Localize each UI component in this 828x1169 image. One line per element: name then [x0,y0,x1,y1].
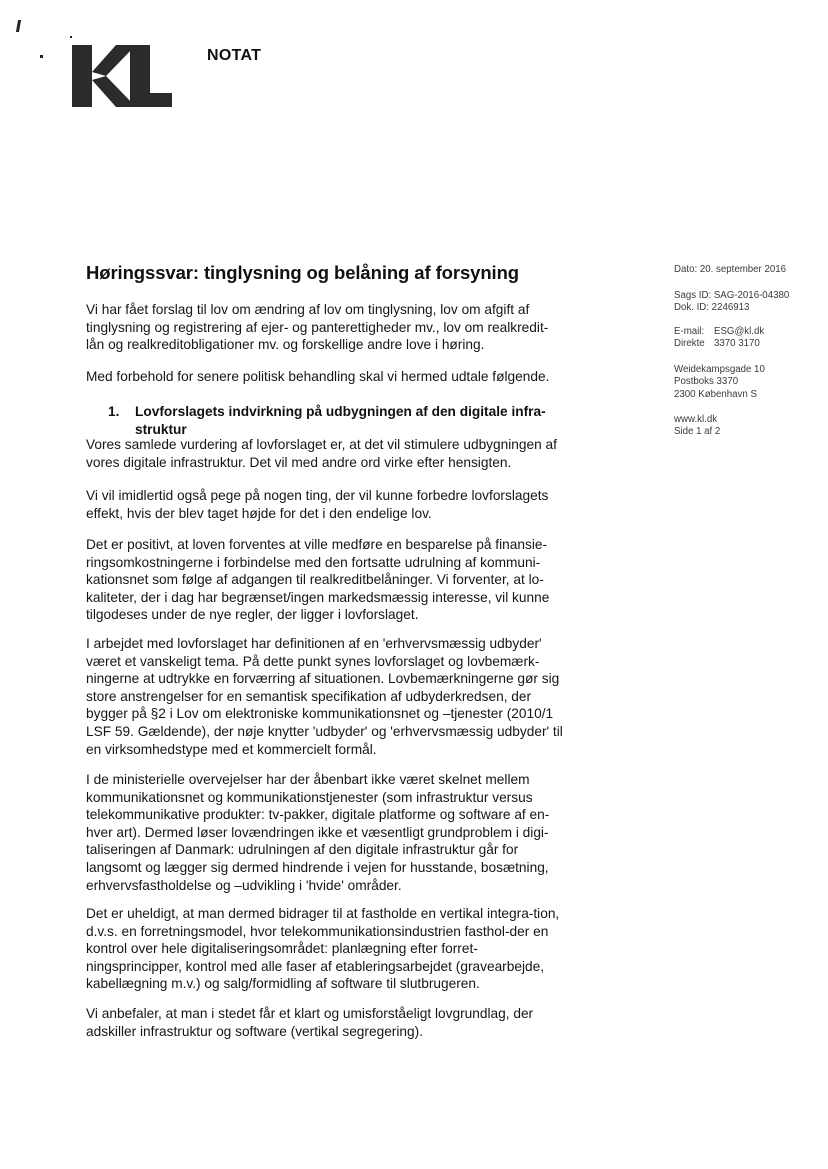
paragraph-6 [86,635,564,758]
email-value: ESG@kl.dk [714,326,765,337]
paragraph-4 [86,487,564,522]
paragraph-text: Vi har fået forslag til lov om ændring af lov om tinglysning, lov om afgift af tinglysning og registrering af ejer- og panterettigheder mv., lov om realkredit-lån og realkreditobligationer mv. og forskellige andre love i høring. [86,302,549,353]
page-number: Side 1 af 2 [674,426,721,438]
paragraph-text: Vi vil imidlertid også pege på nogen ting, der vil kunne forbedre lovforslagets effekt, hvis der blev taget højde for det i den endelige lov. [86,488,549,521]
paragraph-7 [86,771,564,894]
direkte-row [674,338,804,350]
sidebar-contact [674,326,804,351]
section-title: Lovforslagets indvirkning på udbygningen af den digitale infra-struktur [135,404,546,437]
sidebar-date [674,264,804,276]
paragraph-8 [86,905,564,993]
sidebar-web [674,414,804,439]
email-label: E-mail: [674,326,705,337]
paragraph-5 [86,536,564,624]
section-heading [108,403,568,438]
address-postbox: Postboks 3370 [674,376,739,388]
direkte-label: Direkte [674,338,705,350]
direkte-value: 3370 3170 [714,338,760,350]
paragraph-text: I arbejdet med lovforslaget har definitionen af en 'erhvervsmæssig udbyder' været et vanskeligt tema. På dette punkt synes lovforslaget og lovbemærk-ningerne at udtrykke en forværring af situationen. Lovbemærkningerne gør sig store anstrengelser for en semantisk specifikation af udbyderkredsen, der bygger på §2 i Lov om elektroniske kommunikationsnet og –tjenester (2010/1 LSF 59. Gældende), der nøje knytter 'udbyder' og 'erhvervsmæssig udbyder' til en virksomhedstype med et kommercielt formål. [86,636,563,757]
sidebar-ids [674,290,804,315]
page-title: Høringssvar: tinglysning og belåning af forsyning [86,262,519,283]
dok-id: Dok. ID: 2246913 [674,302,750,314]
paragraph-text: Det er positivt, at loven forventes at ville medføre en besparelse på finansie-ringsomkostningerne i forbindelse med den fortsatte udrulning af kommuni-kationsnet som følge af adgangen til realkreditbelåninger. Vi forventer, at lo-kaliteter, der i dag har begrænset/ingen markedsmæssig interesse, vil kunne tilgodeses under de nye regler, der ligger i lovforslaget. [86,537,550,623]
paragraph-text: Vi anbefaler, at man i stedet får et klart og umisforståeligt lovgrundlag, der adskiller infrastruktur og software (vertikal segregering). [86,1006,534,1039]
kl-logo [72,45,172,107]
paragraph-text: Vores samlede vurdering af lovforslaget er, at det vil stimulere udbygningen af vores digitale infrastruktur. Det vil med andre ord virke efter hensigten. [86,437,557,470]
scan-speck [70,36,72,38]
paragraph-3 [86,436,564,471]
paragraph-1 [86,301,564,354]
document-type: NOTAT [207,47,262,64]
email-row [674,326,804,338]
address-street: Weidekampsgade 10 [674,364,765,375]
paragraph-2 [86,368,564,386]
date-text: Dato: 20. september 2016 [674,264,787,275]
sidebar-address [674,364,804,401]
website: www.kl.dk [674,414,718,425]
paragraph-text: I de ministerielle overvejelser har der åbenbart ikke været skelnet mellem kommunikationsnet og kommunikationstjenester (som infrastruktur versus telekommunikative produkter: tv-pakker, digitale platforme og software af en-hver art). Dermed løser lovændringen ikke et væsentligt grundproblem i digi-taliseringen af Danmark: udrulningen af den digitale infrastruktur går for langsomt og lægger sig dermed hindrende i vejen for husstande, bosætning, erhvervsfastholdelse og –udvikling i 'hvide' områder. [86,772,550,893]
paragraph-text: Det er uheldigt, at man dermed bidrager til at fastholde en vertikal integra-tion, d.v.s. en forretningsmodel, hvor telekommunikationsindustrien fasthol-der en kontrol over hele digitaliseringsområdet: planlægning efter forret-ningsprincipper, kontrol med alle faser af etableringsarbejdet (gravearbejde, kabellægning m.v.) og salg/formidling af software til slutbrugeren. [86,906,560,992]
paragraph-text: Med forbehold for senere politisk behandling skal vi hermed udtale følgende. [86,369,550,384]
paragraph-9 [86,1005,564,1040]
section-number: 1. [108,404,120,419]
address-city: 2300 København S [674,388,757,400]
scan-speck [40,55,43,58]
scan-speck [16,20,21,32]
sags-id: Sags ID: SAG-2016-04380 [674,290,790,301]
